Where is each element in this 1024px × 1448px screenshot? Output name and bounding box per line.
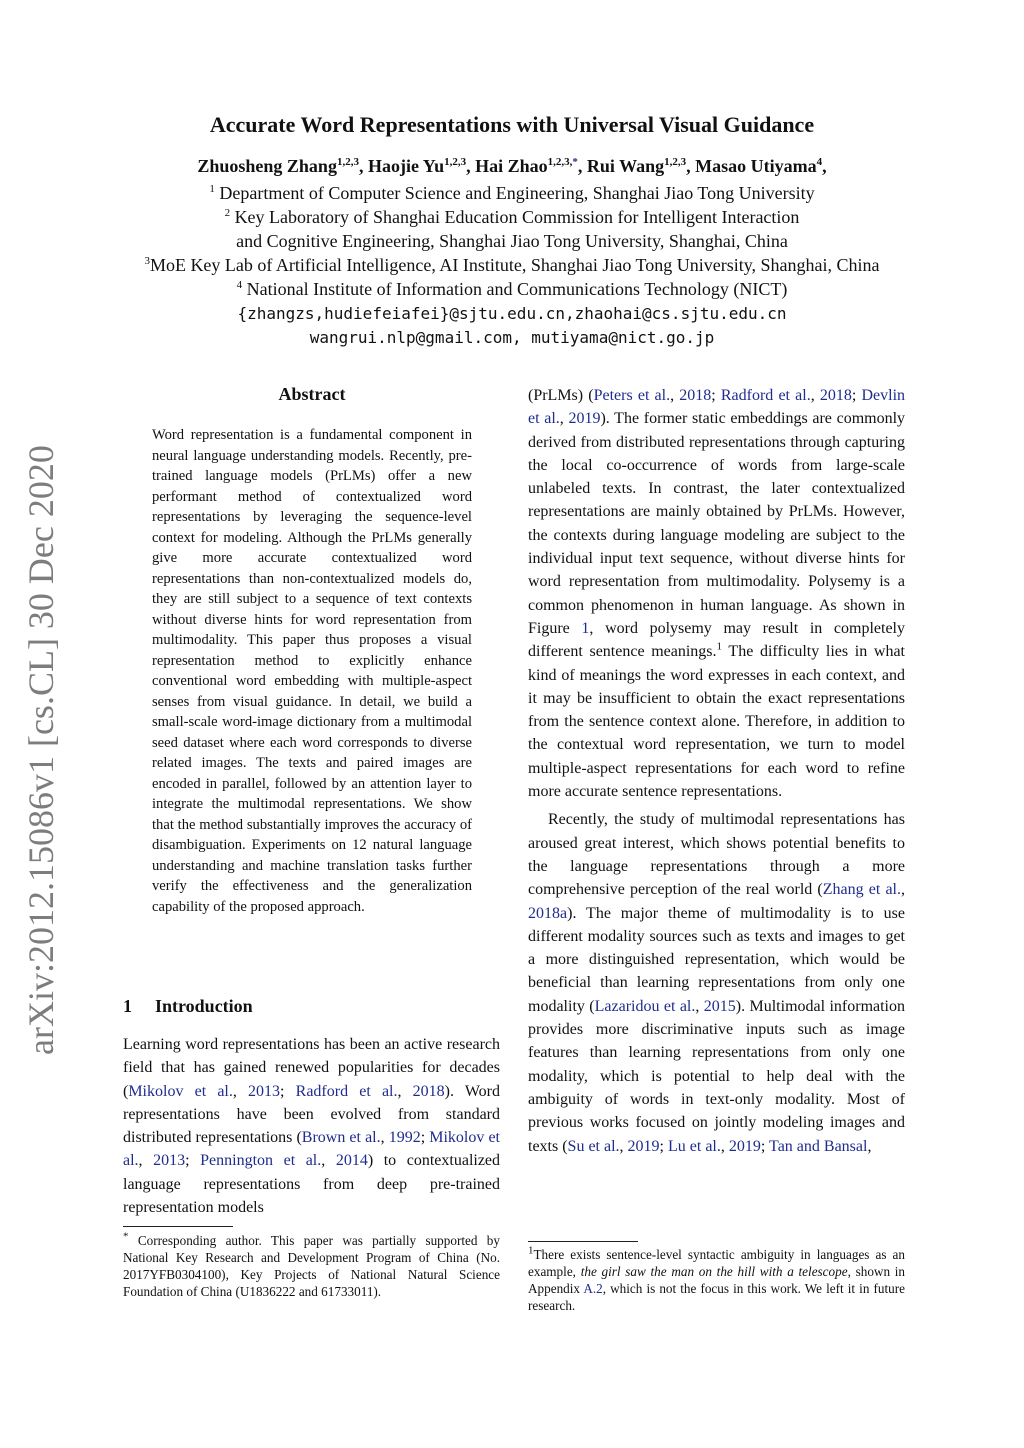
affiliation-4: $^4$ National Institute of Information and Communications Technology (NICT) [236, 279, 788, 299]
citation-link[interactable]: Mikolov et al. [123, 1129, 500, 1170]
citation-link[interactable]: 1 [581, 619, 590, 637]
introduction-paragraph [123, 1033, 500, 1219]
email-line-1: {zhangzs,hudiefeiafei}@sjtu.edu.cn,zhaohai@cs.sjtu.edu.cn [237, 304, 787, 323]
citation-link[interactable]: Mikolov et al. [128, 1082, 233, 1100]
text-run: the girl saw the man on the hill with a telescope [580, 1264, 848, 1279]
affiliation-2-continued: and Cognitive Engineering, Shanghai Jiao Tong University, Shanghai, China [236, 231, 788, 251]
citation-link[interactable]: 2015 [703, 997, 736, 1015]
section-heading-introduction: 1 Introduction [123, 996, 253, 1016]
author-affiliation-mark: 1,2,3 [336, 156, 359, 168]
text-run: , [720, 1137, 729, 1155]
citation-link[interactable]: 2013 [153, 1152, 186, 1170]
text-run: , [810, 387, 820, 404]
text-run: , [619, 1137, 628, 1155]
text-run: ; [185, 1152, 201, 1170]
citation-link[interactable]: Su et al. [567, 1137, 620, 1155]
citation-link[interactable]: Brown et al. [301, 1129, 381, 1147]
citation-link[interactable]: Tan and Bansal [769, 1137, 868, 1155]
affiliation-3: $^3$MoE Key Lab of Artificial Intelligence, AI Institute, Shanghai Jiao Tong University, Shanghai, China [144, 255, 880, 275]
text-run: , which is not the focus in this work. We left it in future research. [528, 1281, 905, 1313]
author-name: Hai Zhao [475, 156, 548, 176]
footnote-1 [528, 1246, 905, 1314]
author-name: Masao Utiyama [695, 156, 817, 176]
footnote-divider-left [123, 1226, 233, 1227]
text-run: ; [760, 1137, 770, 1155]
text-run: , [670, 387, 680, 404]
text-run: (PrLMs) ( [528, 387, 594, 404]
text-run: , [380, 1129, 389, 1147]
text-run: ). Word representations have been evolved from standard distributed representations ( [123, 1082, 501, 1147]
citation-link[interactable]: Peters et al. [593, 387, 671, 404]
text-run: ; [851, 387, 862, 404]
citation-link[interactable]: 2019 [568, 410, 601, 428]
corresponding-author-mark[interactable]: * [572, 156, 578, 168]
text-run: , [695, 997, 704, 1015]
citation-link[interactable]: 2014 [335, 1152, 368, 1170]
right-column-paragraph-1 [528, 384, 905, 803]
text-run: ) to contextualized language representations from deep pre-trained representation models [123, 1152, 501, 1217]
abstract-heading: Abstract [278, 384, 346, 404]
citation-link[interactable]: 2018a [528, 904, 568, 922]
author-affiliation-mark: 1,2,3,* [547, 156, 578, 168]
citation-link[interactable]: 2019 [728, 1137, 761, 1155]
email-line-2: wangrui.nlp@gmail.com, mutiyama@nict.go.jp [309, 328, 715, 347]
abstract-text: Word representation is a fundamental component in neural language understanding models. Recently, pre-trained language models (PrLMs) offer a new performant method of contextualized word representations by leveraging the sequence-level context for modeling. Although the PrLMs generally give more accurate contextualized word representations than non-contextualized models do, they are still subject to a sequence of text contexts without diverse hints for word representation from multimodality. This paper thus proposes a visual representation method to explicitly enhance conventional word embedding with multiple-aspect senses from visual guidance. In detail, we build a small-scale word-image dictionary from a multimodal seed dataset where each word corresponds to diverse related images. The texts and paired images are encoded in parallel, followed by an attention layer to integrate the multimodal representations. We show that the method substantially improves the accuracy of disambiguation. Experiments on 12 natural language understanding and machine translation tasks further verify the effectiveness and the generalization capability of the proposed approach. [152, 427, 472, 915]
text-run: Recently, the study of multimodal representations has aroused great interest, which shows potential benefits to the language representations through a more comprehensive perception of the real world ( [528, 811, 905, 899]
author-affiliation-mark: 1,2,3 [444, 156, 467, 168]
author-name: Haojie Yu [367, 156, 445, 176]
text-run: , [901, 881, 906, 899]
text-run: , [321, 1152, 336, 1170]
footnote-mark: 1 [716, 640, 723, 653]
citation-link[interactable]: 2019 [627, 1137, 660, 1155]
text-run: The difficulty lies in what kind of meanings the word expresses in each context, and it may be insufficient to obtain the exact representations from the sentence context alone. Therefore, in addition to the contextual word representation, we turn to model multiple-aspect representations for each word to refine more accurate sentence representations. [528, 643, 905, 801]
footnote-corresponding-author: * Corresponding author. This paper was partially supported by National Key Research and Development Program of China (No. 2017YFB0304100), Key Projects of National Natural Science Foundation of China (U1836222 and 61733011). [123, 1230, 500, 1299]
author-affiliation-mark: 4 [816, 156, 823, 168]
paper-title: Accurate Word Representations with Universal Visual Guidance [209, 112, 815, 137]
footnote-divider-right [528, 1241, 638, 1242]
footnote-mark: 1 [528, 1244, 534, 1257]
citation-link[interactable]: Zhang et al. [822, 881, 902, 899]
text-run: Learning word representations has been an active research field that has gained renewed popularities for decades ( [123, 1036, 500, 1100]
text-run: ; [711, 387, 721, 404]
text-run: ). Multimodal information provides more discriminative inputs such as image features than learning representations from only one modality, which is potential to help deal with the ambiguity of words in text-only modality. Most of previous works focused on jointly modeling images and texts ( [528, 997, 906, 1155]
right-column-paragraph-2 [528, 808, 905, 1157]
author-affiliation-mark: 1,2,3 [664, 156, 687, 168]
citation-link[interactable]: Radford et al. [295, 1082, 398, 1100]
citation-link[interactable]: Pennington et al. [200, 1152, 322, 1170]
citation-link[interactable]: 2013 [248, 1082, 281, 1100]
text-run: , [397, 1082, 413, 1100]
citation-link[interactable]: A.2 [583, 1281, 603, 1296]
citation-link[interactable]: 2018 [412, 1082, 445, 1100]
citation-link[interactable]: Lu et al. [668, 1137, 721, 1155]
text-run: , [867, 1137, 872, 1155]
citation-link[interactable]: Lazaridou et al. [594, 997, 696, 1015]
text-run: , [138, 1152, 154, 1170]
text-run: ; [420, 1129, 430, 1147]
citation-link[interactable]: 2018 [679, 387, 712, 404]
text-run: ; [659, 1137, 668, 1155]
text-run: ). The major theme of multimodality is to use different modality sources such as texts and images to get a more distinguished representation, which would be beneficial than learning representations from only one modality ( [528, 904, 905, 1015]
text-run: , word polysemy may result in completely different sentence meanings. [528, 619, 905, 661]
arxiv-watermark: arXiv:2012.15086v1 [cs.CL] 30 Dec 2020 [21, 445, 61, 1055]
text-run: There exists sentence-level syntactic ambiguity in languages as an example, [528, 1247, 905, 1279]
citation-link[interactable]: Devlin et al. [528, 387, 906, 428]
citation-link[interactable]: 1992 [388, 1129, 421, 1147]
text-run: , [232, 1082, 249, 1100]
author-name: Rui Wang [586, 156, 665, 176]
author-name: Zhuosheng Zhang [197, 156, 337, 176]
text-run: ; [280, 1082, 296, 1100]
author-list: Zhuosheng Zhang$^{1,2,3}$, Haojie Yu$^{1,2,3}$, Hai Zhao$^{1,2,3,*}$, Rui Wang$^{1,2,3}$, Masao Utiyama$^4$, [197, 156, 827, 176]
affiliation-1: $^1$ Department of Computer Science and Engineering, Shanghai Jiao Tong University [209, 183, 815, 203]
text-run: , shown in Appendix [528, 1264, 906, 1296]
affiliation-2: $^2$ Key Laboratory of Shanghai Education Commission for Intelligent Interaction [224, 207, 800, 227]
citation-link[interactable]: 2018 [819, 387, 852, 404]
citation-link[interactable]: Radford et al. [720, 387, 811, 404]
right-column [528, 384, 905, 1158]
text-run: , [559, 410, 569, 428]
text-run: ). The former static embeddings are commonly derived from distributed representations through capturing the local co-occurrence of words from large-scale unlabeled texts. In contrast, the later contextualized representations are mainly obtained by PrLMs. However, the contexts during language modeling are subject to the individual input text sequence, without diverse hints for word representation from multimodality. Polysemy is a common phenomenon in human language. As shown in Figure [528, 410, 906, 637]
